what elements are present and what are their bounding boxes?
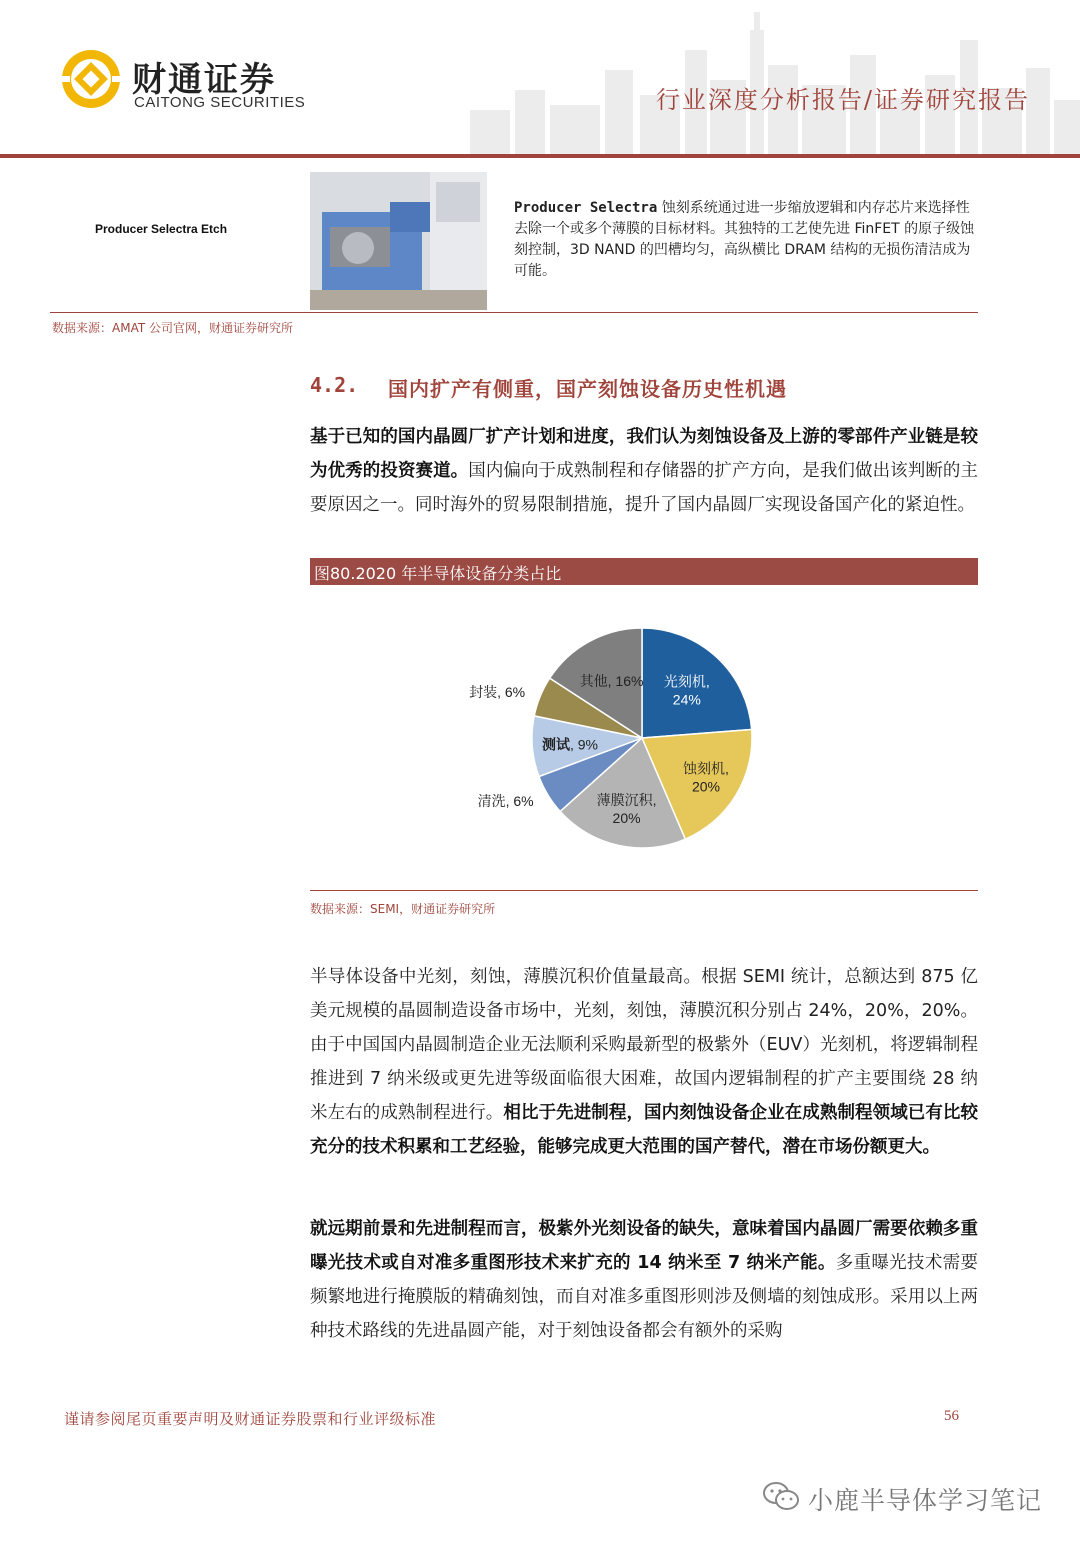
- pie-chart: [420, 600, 800, 870]
- product-source-note: 数据来源：AMAT 公司官网，财通证券研究所: [52, 321, 293, 335]
- paragraph-1-text: 国内偏向于成熟制程和存储器的扩产方向，是我们做出该判断的主要原因之一。同时海外的贸易限制措施，提升了国内晶圆厂实现设备国产化的紧迫性。: [310, 461, 979, 515]
- paragraph-3: [310, 1212, 978, 1348]
- figure-title: 图80.2020 年半导体设备分类占比: [314, 564, 562, 583]
- paragraph-3-text: 多重曝光技术需要频繁地进行掩膜版的精确刻蚀，而自对准多重图形则涉及侧墙的刻蚀成形。采用以上两种技术路线的先进晶圆产能，对于刻蚀设备都会有额外的采购: [310, 1253, 978, 1341]
- pie-label-薄膜沉积: 薄膜沉积,: [596, 791, 657, 808]
- product-desc-lead: Producer Selectra: [514, 200, 658, 216]
- paragraph-1-bold: 基于已知的国内晶圆厂扩产计划和进度，我们认为刻蚀设备及上游的零部件产业链是较为优秀的投资赛道。: [310, 427, 978, 481]
- pie-label-清洗: 清洗, 6%: [477, 793, 534, 810]
- wechat-account-name: 小鹿半导体学习笔记: [808, 1486, 1043, 1515]
- paragraph-2-text: 半导体设备中光刻，刻蚀，薄膜沉积价值量最高。根据 SEMI 统计，总额达到 875 亿美元规模的晶圆制造设备市场中，光刻，刻蚀，薄膜沉积分别占 24%，20%，20%。由于中国国内晶圆制造企业无法顺利采购最新型的极紫外（EUV）光刻机，将逻辑制程推进到 7 纳米级或更先进等级面临很大困难，故国内逻辑制程的扩产主要围绕 28 纳米左右的成熟制程进行。: [310, 967, 978, 1123]
- pie-label-封装: 封装, 6%: [469, 683, 526, 700]
- paragraph-2: [310, 960, 978, 1164]
- etch-equipment-photo: [310, 172, 487, 310]
- product-desc-text: 蚀刻系统通过进一步缩放逻辑和内存芯片来选择性去除一个或多个薄膜的目标材料。其独特的工艺使先进 FinFET 的原子级蚀刻控制，3D NAND 的凹槽均匀，高纵横比 DRAM 结构的无损伤清洁成为可能。: [514, 200, 975, 279]
- page-number: 56: [944, 1408, 959, 1424]
- pie-label-其他: 其他, 16%: [579, 672, 644, 689]
- section-number: 4.2.: [310, 373, 359, 397]
- paragraph-3-bold: 就远期前景和先进制程而言，极紫外光刻设备的缺失，意味着国内晶圆厂需要依赖多重曝光技术或自对准多重图形技术来扩充的 14 纳米至 7 纳米产能。: [310, 1219, 978, 1273]
- table-divider: [50, 312, 978, 313]
- product-name: Producer Selectra Etch: [95, 222, 228, 236]
- pie-label-测试: 测试, 9%: [541, 736, 599, 753]
- paragraph-1: [310, 420, 978, 522]
- figure-source-note: 数据来源：SEMI，财通证券研究所: [310, 902, 496, 916]
- wechat-icon: [762, 1480, 800, 1512]
- pie-label-光刻机: 光刻机,: [663, 673, 710, 690]
- report-type-label: 行业深度分析报告/证券研究报告: [655, 86, 1030, 114]
- company-name-cn: 财通证券: [132, 60, 276, 100]
- section-title: 国内扩产有侧重，国产刻蚀设备历史性机遇: [388, 377, 787, 401]
- header-divider: [0, 154, 1080, 158]
- footer-disclaimer: 谨请参阅尾页重要声明及财通证券股票和行业评级标准: [64, 1410, 437, 1428]
- product-description: [514, 198, 982, 282]
- pie-value-蚀刻机: 20%: [691, 778, 721, 795]
- paragraph-2-bold: 相比于先进制程，国内刻蚀设备企业在成熟制程领域已有比较充分的技术积累和工艺经验，能够完成更大范围的国产替代，潜在市场份额更大。: [310, 1103, 979, 1157]
- pie-value-光刻机: 24%: [672, 691, 701, 708]
- caitong-logo-icon: [60, 48, 122, 110]
- figure-divider: [310, 890, 978, 891]
- pie-label-蚀刻机: 蚀刻机,: [683, 760, 729, 777]
- company-name-en: CAITONG SECURITIES: [134, 94, 306, 111]
- pie-value-薄膜沉积: 20%: [612, 809, 641, 826]
